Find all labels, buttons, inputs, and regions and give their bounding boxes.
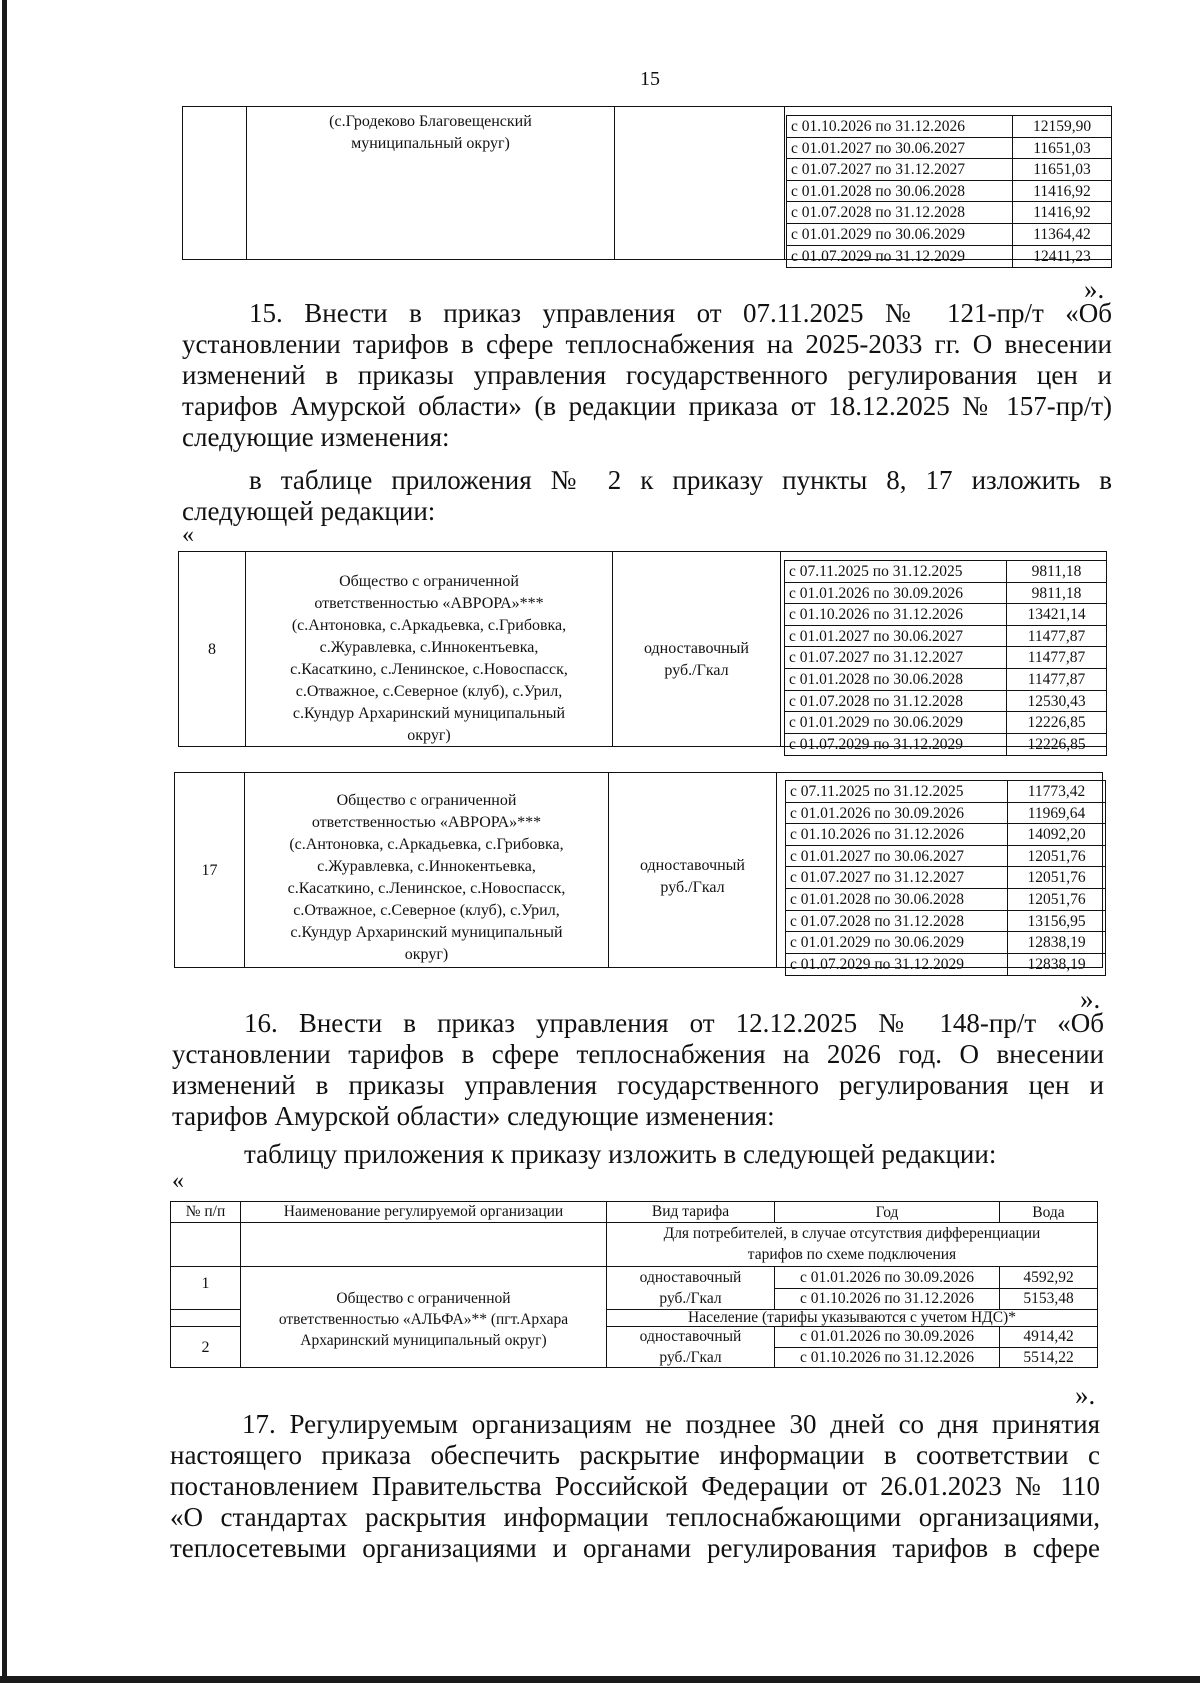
period: с 01.01.2027 по 30.06.2027 <box>786 846 1008 867</box>
value: 12051,76 <box>1027 890 1086 908</box>
header-year: Год <box>875 1204 899 1221</box>
period: с 01.10.2026 по 31.12.2026 <box>785 604 1007 625</box>
period-row <box>786 932 1105 954</box>
period: с 01.01.2029 по 30.06.2029 <box>785 712 1007 733</box>
value: 9811,18 <box>1031 563 1082 580</box>
row-number: 2 <box>201 1339 210 1356</box>
org-name: Общество с ограниченной ответственностью «АВРОРА»*** (с.Антоновка, с.Аркадьевка, с.Грибовка, с.Журавлевка, с.Иннокентьевка, с.Касаткино, с.Ленинское, с.Новоспасск, с.Отважное, с.Северное (клуб), с.Урил, с.Кундур Архаринский муниципальный округ) <box>290 573 568 744</box>
paragraph-15-instruction: в таблице приложения № 2 к приказу пункты 8, 17 изложить в следующей редакции: <box>182 465 1112 526</box>
period-row <box>787 116 1111 138</box>
close-quote: ». <box>1084 274 1105 304</box>
period-row <box>785 626 1106 648</box>
open-quote: « <box>172 1168 184 1194</box>
value: 11477,87 <box>1027 627 1086 645</box>
value: 12226,85 <box>1027 735 1086 753</box>
period-row <box>786 803 1105 825</box>
period-row <box>785 583 1106 605</box>
tariff-type: одноставочный руб./Гкал <box>639 1269 742 1307</box>
value: 12159,90 <box>1032 118 1092 135</box>
consumers-note: Для потребителей, в случае отсутствия дифференциации тарифов по схеме подключения <box>663 1225 1041 1263</box>
value: 11416,92 <box>1033 182 1091 200</box>
population-note: Население (тарифы указываются с учетом НДС)* <box>688 1309 1016 1326</box>
value: 13156,95 <box>1027 912 1086 930</box>
tariff-type: одноставочный руб./Гкал <box>644 640 749 679</box>
period-row <box>785 691 1106 713</box>
period-row <box>785 669 1106 691</box>
value: 4914,42 <box>1023 1328 1074 1345</box>
period: с 01.10.2026 по 31.12.2026 <box>799 1290 975 1307</box>
page-number: 15 <box>640 68 660 90</box>
row-number: 17 <box>201 862 218 879</box>
period: с 01.07.2029 по 31.12.2029 <box>786 954 1008 976</box>
period: с 01.01.2028 по 30.06.2028 <box>787 181 1013 202</box>
value: 4592,92 <box>1023 1269 1074 1286</box>
value: 11477,87 <box>1027 670 1086 688</box>
period: с 01.01.2027 по 30.06.2027 <box>785 626 1007 647</box>
period-row <box>786 867 1105 889</box>
period: с 01.07.2027 по 31.12.2027 <box>785 647 1007 668</box>
value: 5514,22 <box>1023 1349 1074 1366</box>
value: 9811,18 <box>1031 584 1082 602</box>
period: с 01.01.2026 по 30.09.2026 <box>799 1328 975 1345</box>
value: 11969,64 <box>1027 804 1086 822</box>
value: 12838,19 <box>1027 934 1086 952</box>
value: 12226,85 <box>1027 714 1086 732</box>
period-row <box>786 781 1105 803</box>
tariff-type: одноставочный руб./Гкал <box>640 857 745 896</box>
period: с 01.01.2029 по 30.06.2029 <box>786 932 1008 953</box>
row-number: 1 <box>201 1275 210 1292</box>
period-row <box>785 712 1106 734</box>
period: с 01.01.2028 по 30.06.2028 <box>786 889 1008 910</box>
open-quote: « <box>182 522 194 548</box>
period-row <box>786 911 1105 933</box>
paragraph-15: 15. Внести в приказ управления от 07.11.2025 № 121-пр/т «Об установлении тарифов в сфере теплоснабжения на 2025-2033 гг. О внесении изменений в приказы управления государственного регулирования цен и тарифов Амурской области» (в редакции приказа от 18.12.2025 № 157-пр/т) следующие изменения: <box>182 298 1112 452</box>
org-name: Общество с ограниченной ответственностью «АЛЬФА»** (пгт.Архара Архаринский муниципальный округ) <box>278 1290 569 1349</box>
period-row <box>785 604 1106 626</box>
row-number: 8 <box>208 641 216 658</box>
close-quote: ». <box>1080 984 1101 1014</box>
period: с 01.10.2026 по 31.12.2026 <box>787 116 1013 137</box>
period-table-top <box>786 115 1112 268</box>
period-row <box>787 159 1111 181</box>
close-quote: ». <box>1075 1380 1096 1410</box>
period: с 07.11.2025 по 31.12.2025 <box>786 781 1008 802</box>
header-num: № п/п <box>185 1203 226 1220</box>
period: с 01.01.2026 по 30.09.2026 <box>799 1269 975 1286</box>
value: 11651,03 <box>1033 139 1091 157</box>
value: 13421,14 <box>1027 606 1086 624</box>
period-row <box>787 181 1111 203</box>
period: с 01.10.2026 по 31.12.2026 <box>786 824 1008 845</box>
period-row <box>785 561 1106 583</box>
header-type: Вид тарифа <box>651 1203 730 1220</box>
tariff-type: одноставочный руб./Гкал <box>639 1328 742 1366</box>
scan-edge-bottom <box>0 1676 1200 1683</box>
value: 12051,76 <box>1027 869 1086 887</box>
period-row <box>786 824 1105 846</box>
paragraph-16: 16. Внести в приказ управления от 12.12.2025 № 148-пр/т «Об установлении тарифов в сфере теплоснабжения на 2026 год. О внесении изменений в приказы управления государственного регулирования цен и тарифов Амурской области» следующие изменения: <box>172 1008 1104 1131</box>
header-water: Вода <box>1032 1204 1065 1221</box>
value: 11773,42 <box>1027 783 1086 800</box>
paragraph-17: 17. Регулируемым организациям не позднее 30 дней со дня принятия настоящего приказа обеспечить раскрытие информации в соответствии с постановлением Правительства Российской Федерации от 26.01.2023 № 110 «О стандартах раскрытия информации теплоснабжающими организациями, теплосетевыми организациями и органами регулирования тарифов в сфере <box>170 1409 1100 1563</box>
period: с 01.07.2029 по 31.12.2029 <box>787 246 1013 268</box>
period-table-8 <box>784 560 1107 756</box>
period: с 01.07.2027 по 31.12.2027 <box>786 867 1008 888</box>
period: с 01.07.2029 по 31.12.2029 <box>785 734 1007 756</box>
value: 11477,87 <box>1027 649 1086 667</box>
value: 14092,20 <box>1027 826 1086 844</box>
value: 5153,48 <box>1023 1290 1074 1307</box>
table-16 <box>170 1201 1098 1368</box>
period-row <box>787 202 1111 224</box>
period-row <box>787 224 1111 246</box>
paragraph-16-instruction: таблицу приложения к приказу изложить в следующей редакции: <box>244 1139 997 1169</box>
period-row <box>787 138 1111 160</box>
period: с 01.01.2029 по 30.06.2029 <box>787 224 1013 245</box>
period: с 01.01.2026 по 30.09.2026 <box>785 583 1007 604</box>
value: 11651,03 <box>1033 161 1091 179</box>
period-row <box>786 846 1105 868</box>
value: 12051,76 <box>1027 847 1086 865</box>
value: 12530,43 <box>1027 692 1086 710</box>
period: с 01.10.2026 по 31.12.2026 <box>799 1349 975 1366</box>
period-row <box>785 647 1106 669</box>
period: с 01.07.2027 по 31.12.2027 <box>787 159 1013 180</box>
value: 12411,23 <box>1033 247 1091 265</box>
period: с 01.07.2028 по 31.12.2028 <box>785 691 1007 712</box>
period-row <box>787 246 1111 268</box>
period-row <box>786 889 1105 911</box>
header-name: Наименование регулируемой организации <box>283 1203 564 1220</box>
period: с 01.07.2028 по 31.12.2028 <box>786 911 1008 932</box>
org-name: Общество с ограниченной ответственностью «АВРОРА»*** (с.Антоновка, с.Аркадьевка, с.Грибовка, с.Журавлевка, с.Иннокентьевка, с.Касаткино, с.Ленинское, с.Новоспасск, с.Отважное, с.Северное (клуб), с.Урил, с.Кундур Архаринский муниципальный округ) <box>287 792 566 963</box>
period: с 01.07.2028 по 31.12.2028 <box>787 202 1013 223</box>
period-table-17 <box>785 780 1106 976</box>
period-row <box>785 734 1106 756</box>
value: 11364,42 <box>1033 225 1091 243</box>
scan-edge <box>2 0 7 1683</box>
period: с 01.01.2027 по 30.06.2027 <box>787 138 1013 159</box>
org-name: (с.Гродеково Благовещенский муниципальный округ) <box>329 113 532 152</box>
value: 12838,19 <box>1027 955 1086 973</box>
period: с 07.11.2025 по 31.12.2025 <box>785 561 1007 582</box>
period-row <box>786 954 1105 976</box>
period: с 01.01.2026 по 30.09.2026 <box>786 803 1008 824</box>
value: 11416,92 <box>1033 204 1091 222</box>
period: с 01.01.2028 по 30.06.2028 <box>785 669 1007 690</box>
